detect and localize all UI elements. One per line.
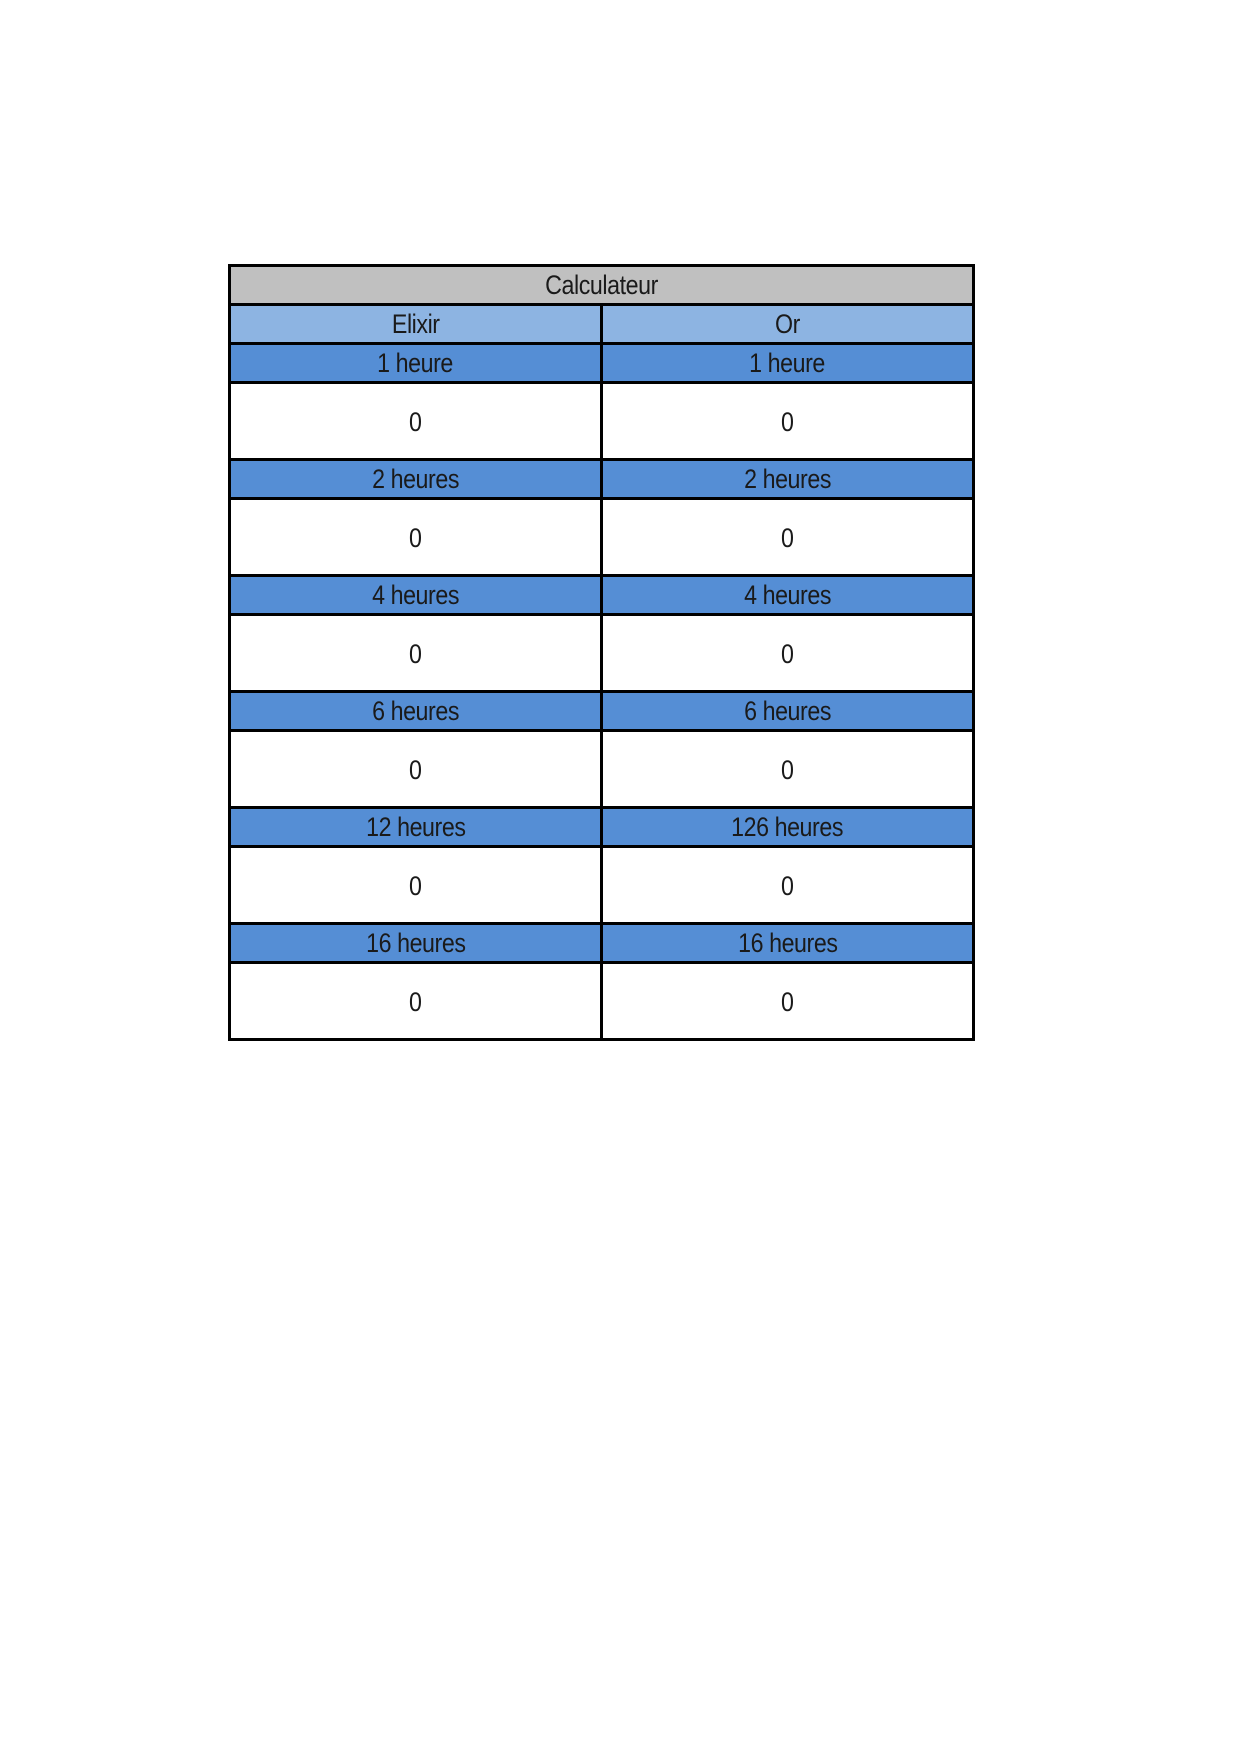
period-label-row (231, 574, 972, 613)
column-header-text: Elixir (391, 308, 440, 339)
value-text: 0 (409, 870, 422, 901)
period-label-text: 16 heures (365, 927, 466, 958)
value-row (231, 497, 972, 574)
period-label-elixir (231, 809, 600, 845)
period-label-row (231, 690, 972, 729)
value-row (231, 729, 972, 806)
period-label-or (600, 925, 972, 961)
value-cell-or[interactable] (600, 500, 972, 574)
table-title (231, 267, 972, 303)
calculator-table (228, 264, 975, 1041)
table-title-text: Calculateur (545, 269, 658, 300)
column-header-or (600, 306, 972, 342)
value-cell-elixir[interactable] (231, 964, 600, 1038)
value-row (231, 381, 972, 458)
value-cell-elixir[interactable] (231, 384, 600, 458)
value-cell-or[interactable] (600, 848, 972, 922)
value-row (231, 961, 972, 1038)
period-label-or (600, 461, 972, 497)
value-text: 0 (781, 638, 794, 669)
period-label-or (600, 693, 972, 729)
value-text: 0 (409, 638, 422, 669)
value-cell-or[interactable] (600, 616, 972, 690)
column-header-elixir (231, 306, 600, 342)
value-cell-or[interactable] (600, 964, 972, 1038)
period-label-text: 6 heures (744, 695, 831, 726)
period-label-elixir (231, 577, 600, 613)
value-text: 0 (409, 754, 422, 785)
period-label-text: 16 heures (737, 927, 838, 958)
period-label-row (231, 458, 972, 497)
period-label-text: 1 heure (377, 347, 454, 378)
period-label-or (600, 809, 972, 845)
column-header-text: Or (775, 308, 800, 339)
value-cell-elixir[interactable] (231, 848, 600, 922)
period-label-elixir (231, 693, 600, 729)
period-label-row (231, 806, 972, 845)
period-label-text: 12 heures (365, 811, 466, 842)
value-text: 0 (781, 522, 794, 553)
period-label-text: 126 heures (731, 811, 844, 842)
value-text: 0 (781, 870, 794, 901)
value-text: 0 (781, 754, 794, 785)
period-label-or (600, 345, 972, 381)
value-cell-or[interactable] (600, 384, 972, 458)
period-label-row (231, 922, 972, 961)
value-cell-elixir[interactable] (231, 616, 600, 690)
value-text: 0 (409, 522, 422, 553)
period-label-text: 4 heures (372, 579, 459, 610)
value-cell-elixir[interactable] (231, 500, 600, 574)
period-label-elixir (231, 461, 600, 497)
period-label-row (231, 342, 972, 381)
value-row (231, 845, 972, 922)
period-label-text: 6 heures (372, 695, 459, 726)
title-row (231, 267, 972, 303)
value-cell-or[interactable] (600, 732, 972, 806)
period-label-text: 4 heures (744, 579, 831, 610)
period-label-text: 2 heures (744, 463, 831, 494)
period-label-text: 2 heures (372, 463, 459, 494)
period-label-elixir (231, 925, 600, 961)
value-text: 0 (781, 406, 794, 437)
period-label-or (600, 577, 972, 613)
value-text: 0 (409, 406, 422, 437)
period-label-elixir (231, 345, 600, 381)
value-row (231, 613, 972, 690)
value-text: 0 (409, 986, 422, 1017)
value-text: 0 (781, 986, 794, 1017)
value-cell-elixir[interactable] (231, 732, 600, 806)
period-label-text: 1 heure (749, 347, 826, 378)
column-header-row (231, 303, 972, 342)
